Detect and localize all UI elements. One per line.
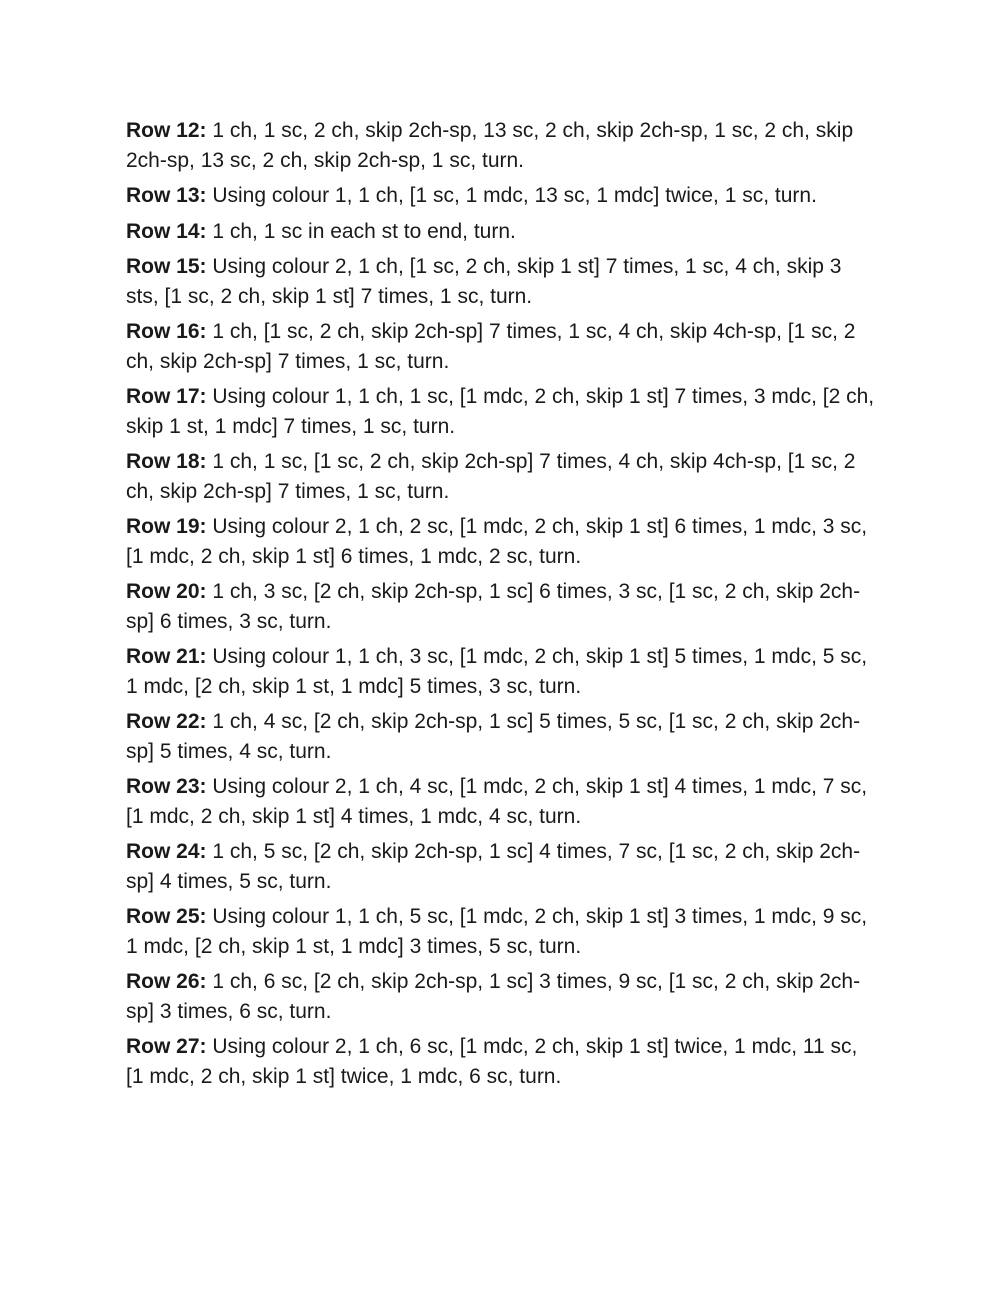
row-instructions: 1 ch, [1 sc, 2 ch, skip 2ch-sp] 7 times, 1 sc, 4 ch, skip 4ch-sp, [1 sc, 2 ch, skip 2ch-sp] 7 times, 1 sc, turn. <box>126 320 856 373</box>
pattern-row-27 <box>126 1032 878 1091</box>
row-label: Row 18: <box>126 450 207 473</box>
row-instructions: 1 ch, 3 sc, [2 ch, skip 2ch-sp, 1 sc] 6 times, 3 sc, [1 sc, 2 ch, skip 2ch-sp] 6 times, 3 sc, turn. <box>126 580 861 633</box>
row-label: Row 17: <box>126 385 207 408</box>
row-instructions: 1 ch, 6 sc, [2 ch, skip 2ch-sp, 1 sc] 3 times, 9 sc, [1 sc, 2 ch, skip 2ch-sp] 3 times, 6 sc, turn. <box>126 970 861 1023</box>
pattern-row-21 <box>126 642 878 701</box>
row-label: Row 20: <box>126 580 207 603</box>
pattern-row-16 <box>126 317 878 376</box>
row-instructions: 1 ch, 5 sc, [2 ch, skip 2ch-sp, 1 sc] 4 times, 7 sc, [1 sc, 2 ch, skip 2ch-sp] 4 times, 5 sc, turn. <box>126 840 861 893</box>
row-label: Row 21: <box>126 645 207 668</box>
row-instructions: 1 ch, 1 sc, [1 sc, 2 ch, skip 2ch-sp] 7 times, 4 ch, skip 4ch-sp, [1 sc, 2 ch, skip 2ch-sp] 7 times, 1 sc, turn. <box>126 450 856 503</box>
row-instructions: Using colour 1, 1 ch, 3 sc, [1 mdc, 2 ch, skip 1 st] 5 times, 1 mdc, 5 sc, 1 mdc, [2 ch, skip 1 st, 1 mdc] 5 times, 3 sc, turn. <box>126 645 868 698</box>
row-instructions: Using colour 2, 1 ch, 2 sc, [1 mdc, 2 ch, skip 1 st] 6 times, 1 mdc, 3 sc, [1 mdc, 2 ch, skip 1 st] 6 times, 1 mdc, 2 sc, turn. <box>126 515 868 568</box>
row-label: Row 23: <box>126 775 207 798</box>
row-label: Row 27: <box>126 1035 207 1058</box>
pattern-page <box>126 116 878 1097</box>
pattern-row-25 <box>126 902 878 961</box>
pattern-row-20 <box>126 577 878 636</box>
row-label: Row 13: <box>126 184 207 207</box>
row-label: Row 15: <box>126 255 207 278</box>
row-instructions: Using colour 2, 1 ch, 6 sc, [1 mdc, 2 ch, skip 1 st] twice, 1 mdc, 11 sc, [1 mdc, 2 ch, skip 1 st] twice, 1 mdc, 6 sc, turn. <box>126 1035 858 1088</box>
pattern-row-14 <box>126 217 878 247</box>
row-instructions: Using colour 2, 1 ch, 4 sc, [1 mdc, 2 ch, skip 1 st] 4 times, 1 mdc, 7 sc, [1 mdc, 2 ch, skip 1 st] 4 times, 1 mdc, 4 sc, turn. <box>126 775 868 828</box>
row-instructions: Using colour 1, 1 ch, 5 sc, [1 mdc, 2 ch, skip 1 st] 3 times, 1 mdc, 9 sc, 1 mdc, [2 ch, skip 1 st, 1 mdc] 3 times, 5 sc, turn. <box>126 905 868 958</box>
row-label: Row 14: <box>126 219 207 243</box>
row-instructions: Using colour 1, 1 ch, [1 sc, 1 mdc, 13 sc, 1 mdc] twice, 1 sc, turn. <box>206 184 817 207</box>
pattern-row-12 <box>126 116 878 175</box>
row-instructions: 1 ch, 4 sc, [2 ch, skip 2ch-sp, 1 sc] 5 times, 5 sc, [1 sc, 2 ch, skip 2ch-sp] 5 times, 4 sc, turn. <box>126 710 861 763</box>
row-instructions: 1 ch, 1 sc, 2 ch, skip 2ch-sp, 13 sc, 2 ch, skip 2ch-sp, 1 sc, 2 ch, skip 2ch-sp, 13 sc, 2 ch, skip 2ch-sp, 1 sc, turn. <box>126 119 854 172</box>
row-instructions: Using colour 2, 1 ch, [1 sc, 2 ch, skip 1 st] 7 times, 1 sc, 4 ch, skip 3 sts, [1 sc, 2 ch, skip 1 st] 7 times, 1 sc, turn. <box>126 255 842 308</box>
pattern-row-24 <box>126 837 878 896</box>
row-label: Row 16: <box>126 320 207 343</box>
pattern-row-13 <box>126 181 878 211</box>
pattern-row-26 <box>126 967 878 1026</box>
pattern-row-22 <box>126 707 878 766</box>
pattern-row-18 <box>126 447 878 506</box>
pattern-row-19 <box>126 512 878 571</box>
row-label: Row 19: <box>126 515 207 538</box>
row-instructions: 1 ch, 1 sc in each st to end, turn. <box>206 219 516 243</box>
pattern-row-17 <box>126 382 878 441</box>
pattern-row-23 <box>126 772 878 831</box>
row-label: Row 24: <box>126 840 207 863</box>
row-instructions: Using colour 1, 1 ch, 1 sc, [1 mdc, 2 ch, skip 1 st] 7 times, 3 mdc, [2 ch, skip 1 st, 1 mdc] 7 times, 1 sc, turn. <box>126 385 875 438</box>
pattern-row-15 <box>126 252 878 311</box>
row-label: Row 26: <box>126 970 207 993</box>
row-label: Row 22: <box>126 710 207 733</box>
row-label: Row 25: <box>126 905 207 928</box>
row-label: Row 12: <box>126 119 207 142</box>
